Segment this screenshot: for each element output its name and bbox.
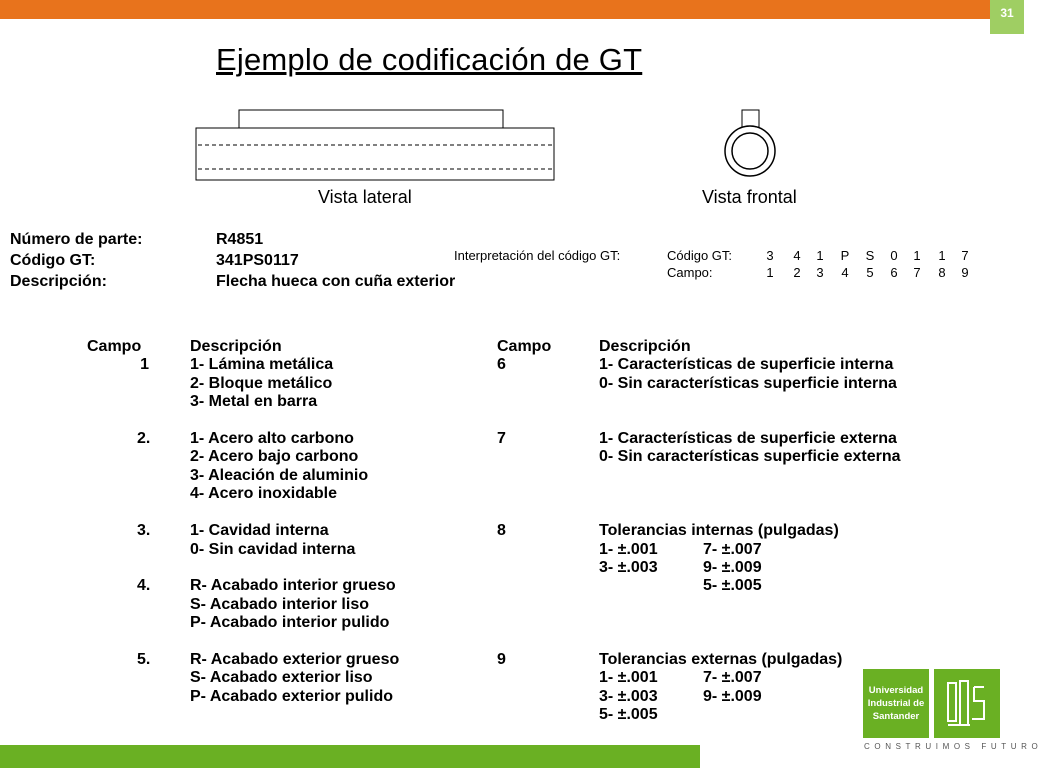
field-8-tolerance: 9- ±.009 bbox=[703, 559, 762, 576]
code-digit: 1 bbox=[938, 248, 946, 263]
code-digit: 4 bbox=[793, 248, 801, 263]
field-8-number: 8 bbox=[497, 522, 506, 539]
field-7-number: 7 bbox=[497, 430, 506, 447]
field-number: 3 bbox=[816, 265, 824, 280]
slide-number: 31 bbox=[1000, 6, 1014, 20]
left-header-field: Campo bbox=[87, 338, 142, 355]
field-1-line: 1- Lámina metálica bbox=[190, 356, 334, 373]
field-3-line: 0- Sin cavidad interna bbox=[190, 541, 356, 558]
code-digit: S bbox=[865, 248, 875, 263]
field-9-number: 9 bbox=[497, 651, 506, 668]
field-number: 7 bbox=[913, 265, 921, 280]
university-name bbox=[863, 684, 929, 723]
part-drawing bbox=[190, 105, 800, 185]
field-3-number: 3. bbox=[137, 522, 151, 539]
university-name-line: Industrial de bbox=[867, 698, 925, 709]
field-8-tolerance: 3- ±.003 bbox=[599, 559, 658, 576]
side-view-caption: Vista lateral bbox=[318, 187, 412, 207]
code-digit: 7 bbox=[961, 248, 969, 263]
field-row-label: Campo: bbox=[667, 265, 713, 280]
code-digit: 1 bbox=[913, 248, 921, 263]
field-9-tolerance: 5- ±.005 bbox=[599, 706, 658, 723]
right-header-field: Campo bbox=[497, 338, 552, 355]
field-7-line: 1- Características de superficie externa bbox=[599, 430, 897, 447]
field-4-line: S- Acabado interior liso bbox=[190, 596, 369, 613]
field-5-line: S- Acabado exterior liso bbox=[190, 669, 373, 686]
field-4-line: P- Acabado interior pulido bbox=[190, 614, 390, 631]
interpretation-label: Interpretación del código GT: bbox=[454, 248, 621, 263]
field-8-title: Tolerancias internas (pulgadas) bbox=[599, 522, 839, 539]
field-9-tolerance: 7- ±.007 bbox=[703, 669, 762, 686]
right-header-description: Descripción bbox=[599, 338, 691, 355]
front-view-caption: Vista frontal bbox=[702, 187, 797, 207]
gt-code-value: 341PS0117 bbox=[216, 252, 299, 269]
left-header-description: Descripción bbox=[190, 338, 282, 355]
field-1-line: 3- Metal en barra bbox=[190, 393, 318, 410]
field-number: 1 bbox=[766, 265, 774, 280]
field-number: 2 bbox=[793, 265, 801, 280]
field-9-title: Tolerancias externas (pulgadas) bbox=[599, 651, 843, 668]
field-2-line: 2- Acero bajo carbono bbox=[190, 448, 359, 465]
university-name-line: Universidad bbox=[868, 685, 924, 696]
field-6-line: 1- Características de superficie interna bbox=[599, 356, 894, 373]
field-9-tolerance: 1- ±.001 bbox=[599, 669, 658, 686]
code-digit: 1 bbox=[816, 248, 824, 263]
field-6-line: 0- Sin características superficie interna bbox=[599, 375, 897, 392]
field-5-line: P- Acabado exterior pulido bbox=[190, 688, 393, 705]
field-number: 6 bbox=[890, 265, 898, 280]
field-8-tolerance: 1- ±.001 bbox=[599, 541, 658, 558]
code-digit: 3 bbox=[766, 248, 774, 263]
university-name-line: Santander bbox=[872, 711, 920, 722]
field-number: 4 bbox=[841, 265, 849, 280]
code-digit: P bbox=[840, 248, 850, 263]
description-label: Descripción: bbox=[10, 273, 107, 290]
code-row-label: Código GT: bbox=[667, 248, 733, 263]
field-2-line: 1- Acero alto carbono bbox=[190, 430, 354, 447]
code-digit: 0 bbox=[890, 248, 898, 263]
field-1-number: 1 bbox=[140, 356, 149, 373]
field-2-line: 3- Aleación de aluminio bbox=[190, 467, 369, 484]
top-orange-bar bbox=[0, 0, 990, 19]
part-number-value: R4851 bbox=[216, 231, 264, 248]
side-view-shape bbox=[196, 110, 554, 180]
field-2-number: 2. bbox=[137, 430, 151, 447]
university-motto: CONSTRUIMOS FUTURO bbox=[864, 742, 1042, 751]
field-4-line: R- Acabado interior grueso bbox=[190, 577, 396, 594]
field-6-number: 6 bbox=[497, 356, 506, 373]
field-9-tolerance: 9- ±.009 bbox=[703, 688, 762, 705]
field-9-tolerance: 3- ±.003 bbox=[599, 688, 658, 705]
gt-code-label: Código GT: bbox=[10, 252, 96, 269]
part-number-label: Número de parte: bbox=[10, 231, 143, 248]
field-4-number: 4. bbox=[137, 577, 151, 594]
field-5-number: 5. bbox=[137, 651, 151, 668]
field-2-line: 4- Acero inoxidable bbox=[190, 485, 337, 502]
field-3-line: 1- Cavidad interna bbox=[190, 522, 329, 539]
bottom-green-bar bbox=[0, 745, 700, 768]
field-5-line: R- Acabado exterior grueso bbox=[190, 651, 400, 668]
field-number: 5 bbox=[866, 265, 874, 280]
field-7-line: 0- Sin características superficie externa bbox=[599, 448, 901, 465]
front-view-shape bbox=[725, 110, 775, 176]
field-number: 9 bbox=[961, 265, 969, 280]
uis-emblem-icon bbox=[934, 669, 1000, 738]
field-8-tolerance: 5- ±.005 bbox=[703, 577, 762, 594]
field-1-line: 2- Bloque metálico bbox=[190, 375, 333, 392]
field-number: 8 bbox=[938, 265, 946, 280]
description-value: Flecha hueca con cuña exterior bbox=[216, 273, 456, 290]
field-8-tolerance: 7- ±.007 bbox=[703, 541, 762, 558]
slide-title: Ejemplo de codificación de GT bbox=[216, 42, 643, 77]
